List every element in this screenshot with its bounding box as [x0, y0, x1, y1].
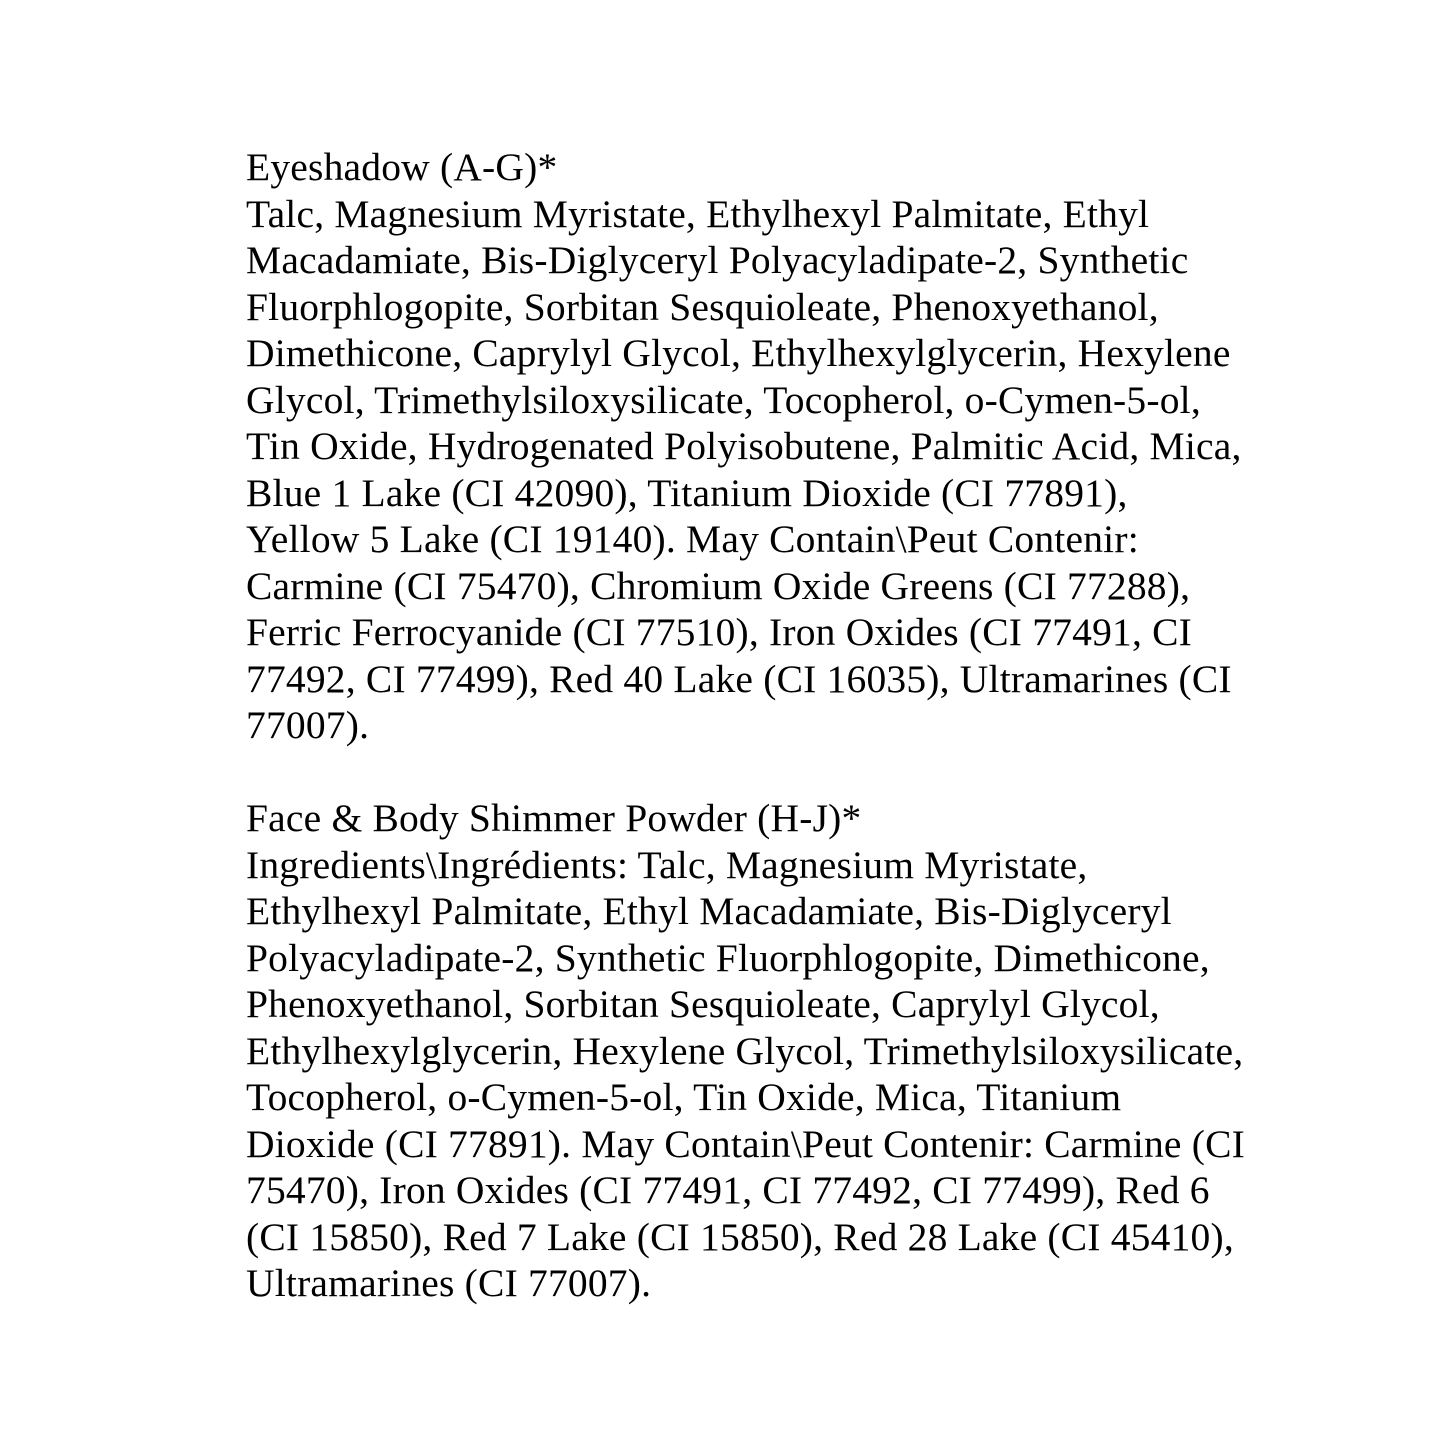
ingredient-line: Dimethicone, Caprylyl Glycol, Ethylhexylglycerin, Hexylene [246, 331, 1231, 375]
section-body-eyeshadow [246, 191, 1296, 749]
section-title-eyeshadow: Eyeshadow (A-G)* [246, 145, 558, 189]
ingredient-line: Carmine (CI 75470), Chromium Oxide Greens (CI 77288), [246, 563, 1191, 608]
section-shimmer-powder [246, 795, 1296, 1307]
ingredient-line: Talc, Magnesium Myristate, Ethylhexyl Palmitate, Ethyl [246, 191, 1150, 236]
ingredient-line: Ethylhexyl Palmitate, Ethyl Macadamiate, Bis-Diglyceryl [246, 889, 1172, 933]
ingredient-line: Ingredients\Ingrédients: Talc, Magnesium Myristate, [246, 842, 1088, 887]
ingredient-line: Yellow 5 Lake (CI 19140). May Contain\Peut Contenir: [246, 517, 1139, 561]
ingredient-line: Phenoxyethanol, Sorbitan Sesquioleate, Caprylyl Glycol, [246, 982, 1160, 1026]
ingredients-text-block [246, 144, 1296, 1307]
ingredient-line: Polyacyladipate-2, Synthetic Fluorphlogopite, Dimethicone, [246, 935, 1210, 980]
ingredient-line: Tin Oxide, Hydrogenated Polyisobutene, Palmitic Acid, Mica, [246, 424, 1242, 468]
section-title-shimmer-powder: Face & Body Shimmer Powder (H-J)* [246, 796, 862, 840]
ingredient-line: Glycol, Trimethylsiloxysilicate, Tocopherol, o-Cymen-5-ol, [246, 377, 1201, 422]
ingredient-line: Fluorphlogopite, Sorbitan Sesquioleate, Phenoxyethanol, [246, 284, 1159, 329]
ingredient-line: Ethylhexylglycerin, Hexylene Glycol, Trimethylsiloxysilicate, [246, 1028, 1244, 1073]
ingredient-line: Tocopherol, o-Cymen-5-ol, Tin Oxide, Mica, Titanium [246, 1075, 1122, 1119]
ingredient-line: Ferric Ferrocyanide (CI 77510), Iron Oxides (CI 77491, CI [246, 610, 1193, 654]
section-body-shimmer-powder [246, 842, 1296, 1307]
ingredient-line: Ultramarines (CI 77007). [246, 1261, 652, 1305]
section-eyeshadow [246, 144, 1296, 749]
ingredient-line: Macadamiate, Bis-Diglyceryl Polyacyladipate-2, Synthetic [246, 238, 1189, 282]
ingredient-line: 77007). [246, 703, 370, 747]
ingredient-line: 75470), Iron Oxides (CI 77491, CI 77492, CI 77499), Red 6 [246, 1168, 1210, 1212]
ingredient-line: Dioxide (CI 77891). May Contain\Peut Contenir: Carmine (CI [246, 1121, 1245, 1166]
ingredient-line: (CI 15850), Red 7 Lake (CI 15850), Red 28 Lake (CI 45410), [246, 1214, 1234, 1259]
ingredient-line: Blue 1 Lake (CI 42090), Titanium Dioxide (CI 77891), [246, 470, 1128, 515]
ingredient-line: 77492, CI 77499), Red 40 Lake (CI 16035), Ultramarines (CI [246, 656, 1232, 701]
